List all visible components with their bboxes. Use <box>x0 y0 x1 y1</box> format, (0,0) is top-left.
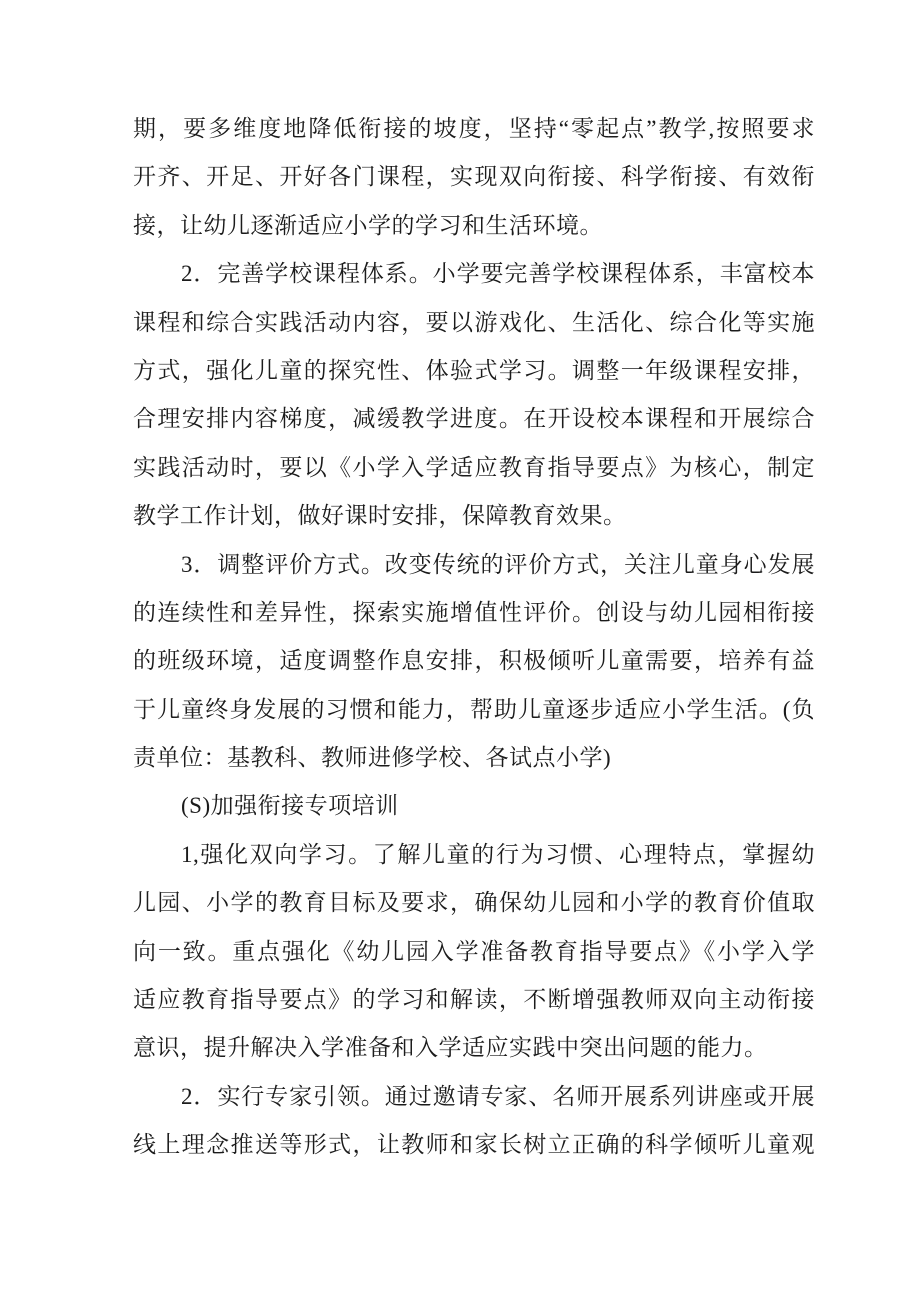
text-line: 开齐、开足、开好各门课程，实现双向衔接、科学衔接、有效衔 <box>133 164 815 190</box>
text-line: 合理安排内容梯度，减缓教学进度。在开设校本课程和开展综合 <box>133 406 815 432</box>
text-line: 3．调整评价方式。改变传统的评价方式，关注儿童身心发展 <box>181 551 815 577</box>
text-line: 2．完善学校课程体系。小学要完善学校课程体系，丰富校本 <box>181 261 815 287</box>
paragraph <box>133 782 815 830</box>
document-text-block <box>133 105 815 1170</box>
text-line: 线上理念推送等形式，让教师和家长树立正确的科学倾听儿童观 <box>133 1132 815 1158</box>
text-line: 教学工作计划，做好课时安排，保障教育效果。 <box>133 503 627 529</box>
text-line: 责单位：基教科、教师进修学校、各试点小学) <box>133 745 612 771</box>
text-line: 1,强化双向学习。了解儿童的行为习惯、心理特点，掌握幼 <box>181 841 815 867</box>
text-line: 的连续性和差异性，探索实施增值性评价。创设与幼儿园相衔接 <box>133 599 815 625</box>
text-line: 意识，提升解决入学准备和入学适应实践中突出问题的能力。 <box>133 1035 768 1061</box>
paragraph <box>133 1073 815 1170</box>
text-line: 实践活动时，要以《小学入学适应教育指导要点》为核心，制定 <box>133 454 815 480</box>
text-line: 方式，强化儿童的探究性、体验式学习。调整一年级课程安排， <box>133 357 815 383</box>
text-line: 于儿童终身发展的习惯和能力，帮助儿童逐步适应小学生活。(负 <box>133 696 815 722</box>
text-line: 课程和综合实践活动内容，要以游戏化、生活化、综合化等实施 <box>133 309 815 335</box>
text-line: 的班级环境，适度调整作息安排，积极倾听儿童需要，培养有益 <box>133 648 815 674</box>
paragraph <box>133 831 815 1073</box>
text-line: 2．实行专家引领。通过邀请专家、名师开展系列讲座或开展 <box>181 1083 815 1109</box>
paragraph <box>133 541 815 783</box>
paragraph <box>133 105 815 250</box>
text-line: 向一致。重点强化《幼儿园入学准备教育指导要点》《小学入学 <box>133 938 815 964</box>
paragraph <box>133 250 815 540</box>
text-line: 接，让幼儿逐渐适应小学的学习和生活环境。 <box>133 212 603 238</box>
text-line: 儿园、小学的教育目标及要求，确保幼儿园和小学的教育价值取 <box>133 890 815 916</box>
text-line: 期，要多维度地降低衔接的坡度，坚持“零起点”教学,按照要求 <box>133 116 815 141</box>
text-line: 适应教育指导要点》的学习和解读，不断增强教师双向主动衔接 <box>133 987 815 1013</box>
text-line: (S)加强衔接专项培训 <box>181 793 399 819</box>
